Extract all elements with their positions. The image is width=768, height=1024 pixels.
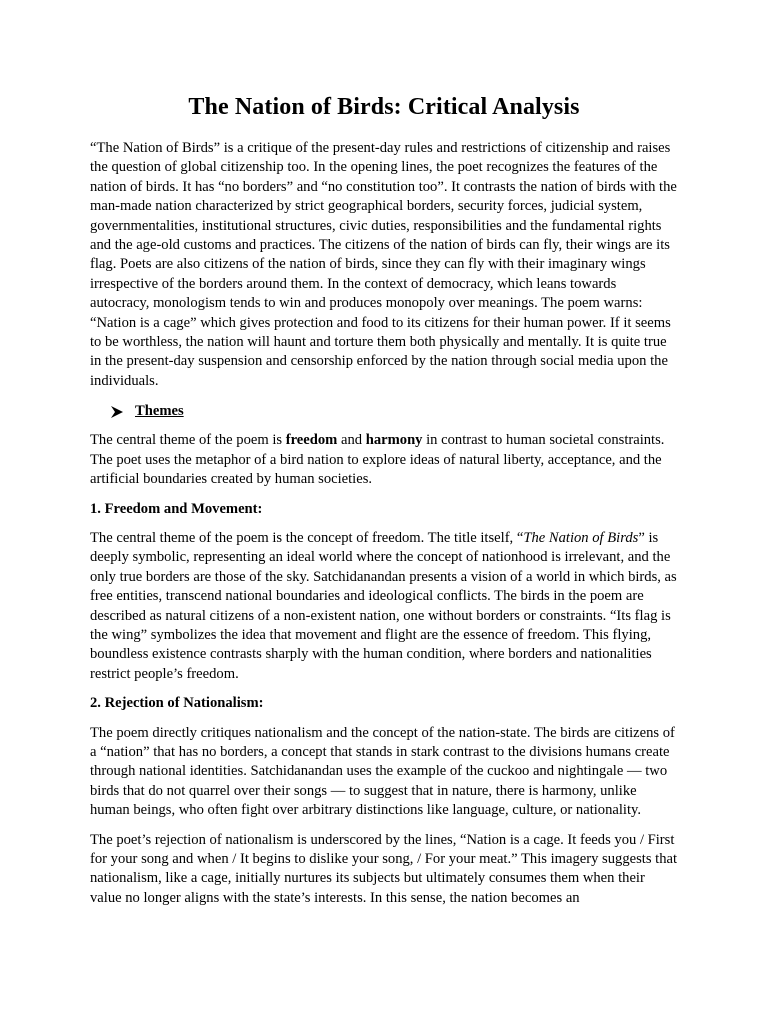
intro-paragraph: “The Nation of Birds” is a critique of the present-day rules and restrictions of citizenship and raises the question of global citizenship too. In the opening lines, the poet recognizes the features of the nation of birds. It has “no borders” and “no constitution too”. It contrasts the nation of birds with the man-made nation characterized by strict geographical borders, security forces, judicial system, governmentalities, institutional structures, civic duties, responsibilities and the fundamental rights and the age-old customs and practices. The citizens of the nation of birds can fly, their wings are its flag. Poets are also citizens of the nation of birds, since they can fly with their imaginary wings irrespective of the borders around them. In the context of democracy, which leans towards autocracy, monologism tends to win and produces monopoly over meanings. The poem warns: “Nation is a cage” which gives protection and food to its citizens for their human power. If it seems to be worthless, the nation will haunt and torture them both physically and mentally. It is quite true in the present-day suspension and censorship enforced by the nation through social media upon the individuals. (90, 140, 677, 389)
themes-heading-row (90, 402, 678, 421)
freedom-paragraph (90, 529, 678, 684)
themes-intro-text: in contrast to human societal constraints. The poet uses the metaphor of a bird nation to explore ideas of natural liberty, acceptance, and the artificial boundaries created by human societies. (90, 432, 665, 488)
section-heading-nationalism: 2. Rejection of Nationalism: (90, 695, 264, 712)
freedom-text: The central theme of the poem is the concept of freedom. The title itself, “ (90, 529, 524, 546)
page-title: The Nation of Birds: Critical Analysis (188, 94, 580, 120)
section-heading-freedom: 1. Freedom and Movement: (90, 500, 263, 517)
themes-intro-text: The central theme of the poem is (90, 432, 286, 449)
nationalism-paragraph-2: The poet’s rejection of nationalism is underscored by the lines, “Nation is a cage. It feeds you / First for your song and when / It begins to dislike your song, / For your meat.” This imagery suggests that nationalism, like a cage, initially nurtures its subjects but ultimately consumes them when their value no longer aligns with the state’s interests. In this sense, the nation becomes an (90, 831, 678, 906)
document-page (90, 92, 678, 918)
nationalism-paragraph-1: The poem directly critiques nationalism and the concept of the nation-state. The birds are citizens of a “nation” that has no borders, a concept that stands in stark contrast to the divisions humans create through national identities. Satchidanandan uses the example of the cuckoo and nightingale — two birds that do not quarrel over their songs — to suggest that in nature, there is harmony, unlike human beings, who often fight over arbitrary distinctions like language, culture, or nationality. (90, 724, 675, 819)
themes-heading: Themes (135, 403, 184, 420)
harmony-emphasis: harmony (365, 432, 423, 449)
freedom-emphasis: freedom (285, 432, 338, 449)
freedom-text: ” is deeply symbolic, representing an ideal world where the concept of nationhood is irrelevant, and the only true borders are those of the sky. Satchidanandan presents a vision of a world in which birds, as free entities, transcend national boundaries and ideological conflicts. The birds in the poem are described as natural citizens of a non-existent nation, one without borders or constraints. “Its flag is the wing” symbolizes the idea that movement and flight are the essence of freedom. This flying, boundless existence contrasts sharply with the human condition, where borders and nationalities restrict people’s freedom. (90, 529, 677, 682)
arrow-bullet-icon (110, 406, 124, 418)
themes-intro-text: and (337, 432, 366, 449)
poem-title-italic: The Nation of Birds (523, 529, 639, 546)
themes-intro-paragraph (90, 431, 678, 489)
